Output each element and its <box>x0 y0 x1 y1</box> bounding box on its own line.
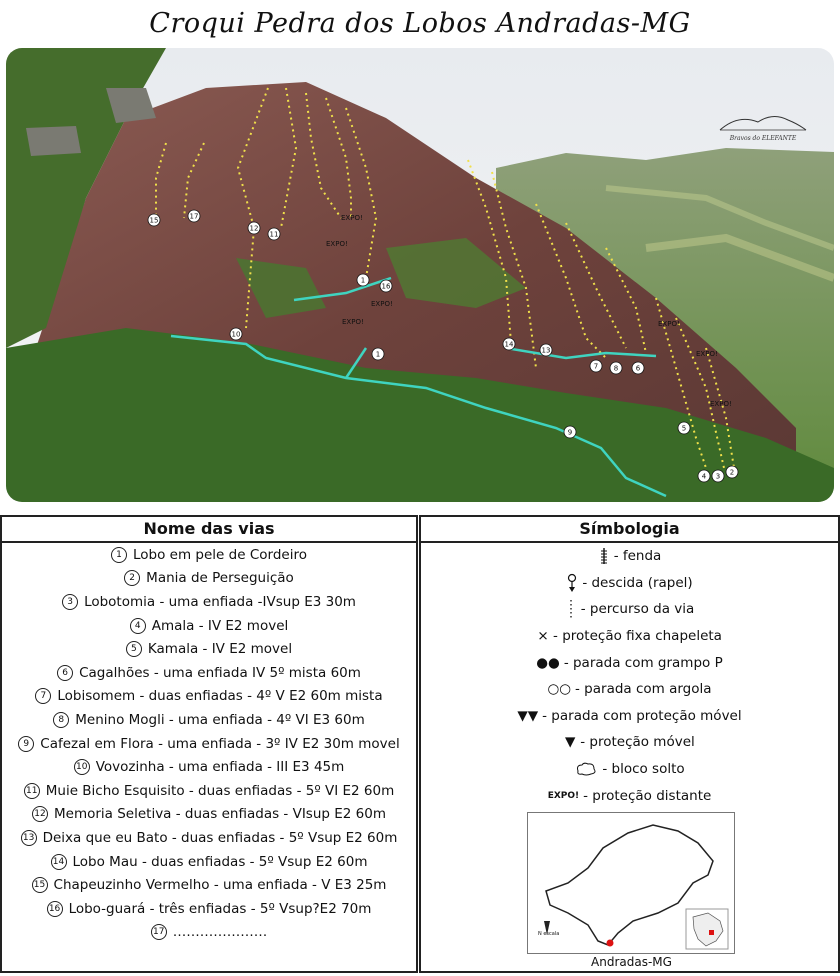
svg-text:4: 4 <box>701 472 707 481</box>
legend-item <box>421 543 838 570</box>
route-marker <box>230 328 242 340</box>
svg-text:10: 10 <box>231 330 241 339</box>
route-item <box>2 873 416 897</box>
route-item <box>2 708 416 732</box>
legend-panel <box>419 515 840 973</box>
svg-text:17: 17 <box>189 212 199 221</box>
svg-text:1: 1 <box>360 276 366 285</box>
svg-text:3: 3 <box>715 472 721 481</box>
legend-symbol: ○○ <box>547 681 572 698</box>
route-number-badge: 6 <box>57 665 73 681</box>
routes-list <box>2 543 416 944</box>
route-item <box>2 779 416 803</box>
crack-icon <box>598 547 610 565</box>
location-map <box>527 812 735 954</box>
route-marker <box>610 362 622 374</box>
route-item <box>2 590 416 614</box>
route-marker <box>372 348 384 360</box>
route-label: Deixa que eu Bato - duas enfiadas - 5º Vsup E2 60m <box>42 829 398 846</box>
route-marker <box>380 280 392 292</box>
svg-text:16: 16 <box>381 282 391 291</box>
route-item <box>2 850 416 874</box>
route-marker <box>248 222 260 234</box>
crag-illustration <box>6 48 834 502</box>
svg-text:EXPO!: EXPO! <box>341 214 363 222</box>
legend-symbol: ●● <box>536 654 560 671</box>
city-dot <box>607 940 614 947</box>
route-label: Menino Mogli - uma enfiada - 4º VI E3 60m <box>75 711 365 728</box>
route-item <box>2 661 416 685</box>
svg-text:EXPO!: EXPO! <box>326 240 348 248</box>
route-label: Muie Bicho Esquisito - duas enfiadas - 5º VI E2 60m <box>45 782 395 799</box>
route-number-badge: 3 <box>62 594 78 610</box>
page-title: Croqui Pedra dos Lobos Andradas-MG <box>149 8 691 39</box>
svg-text:7: 7 <box>593 362 599 371</box>
route-item <box>2 614 416 638</box>
route-number-badge: 11 <box>24 783 40 799</box>
route-label: Mania de Perseguição <box>146 570 294 587</box>
route-number-badge: 9 <box>18 736 34 752</box>
legend-label: - proteção distante <box>583 787 712 804</box>
legend-item <box>421 729 838 756</box>
route-marker <box>540 344 552 356</box>
route-label: Chapeuzinho Vermelho - uma enfiada - V E3 25m <box>53 877 387 894</box>
route-marker <box>632 362 644 374</box>
route-marker <box>148 214 160 226</box>
route-item <box>2 826 416 850</box>
routes-panel <box>0 515 418 973</box>
legend-label: - parada com grampo P <box>563 654 723 671</box>
route-item <box>2 567 416 591</box>
svg-text:EXPO!: EXPO! <box>658 320 680 328</box>
legend-label: - percurso da via <box>580 601 695 618</box>
route-number-badge: 4 <box>130 618 146 634</box>
legend-item <box>421 703 838 730</box>
route-marker <box>678 422 690 434</box>
route-label: Cagalhões - uma enfiada IV 5º mista 60m <box>79 664 361 681</box>
route-marker <box>357 274 369 286</box>
route-number-badge: 10 <box>74 759 90 775</box>
route-marker <box>698 470 710 482</box>
svg-text:12: 12 <box>249 224 259 233</box>
route-item <box>2 543 416 567</box>
route-item <box>2 897 416 921</box>
route-label: ………………… <box>172 924 268 941</box>
legend-item <box>421 596 838 623</box>
legend-symbol: EXPO! <box>547 790 580 801</box>
legend-item <box>421 649 838 676</box>
legend-symbol: ▼ <box>565 734 576 751</box>
svg-text:11: 11 <box>269 230 279 239</box>
legend-heading: Símbologia <box>421 517 838 543</box>
legend-item <box>421 676 838 703</box>
legend-item <box>421 756 838 783</box>
svg-text:6: 6 <box>635 364 641 373</box>
route-marker <box>503 338 515 350</box>
route-number-badge: 8 <box>53 712 69 728</box>
svg-text:9: 9 <box>567 428 573 437</box>
legend-label: - descida (rapel) <box>582 574 693 591</box>
legend-label: - proteção fixa chapeleta <box>553 628 722 645</box>
route-label: Lobo em pele de Cordeiro <box>133 546 307 563</box>
route-label: Amala - IV E2 movel <box>151 617 289 634</box>
route-marker <box>712 470 724 482</box>
route-label: Lobisomem - duas enfiadas - 4º V E2 60m mista <box>57 688 383 705</box>
legend-label: - bloco solto <box>602 761 685 778</box>
route-label: Lobo Mau - duas enfiadas - 5º Vsup E2 60m <box>72 853 368 870</box>
north-label: N escala <box>538 931 560 937</box>
route-item <box>2 732 416 756</box>
legend-label: - parada com argola <box>575 681 712 698</box>
legend-symbol: × <box>537 628 549 645</box>
legend-item <box>421 782 838 809</box>
svg-text:EXPO!: EXPO! <box>710 400 732 408</box>
svg-text:EXPO!: EXPO! <box>342 318 364 326</box>
loose-block-icon <box>574 761 598 777</box>
route-label: Vovozinha - uma enfiada - III E3 45m <box>95 759 345 776</box>
route-label: Cafezal em Flora - uma enfiada - 3º IV E2 30m movel <box>40 735 400 752</box>
route-marker <box>590 360 602 372</box>
svg-text:15: 15 <box>149 216 159 225</box>
brand-logo <box>718 108 808 144</box>
legend-label: - parada com proteção móvel <box>542 707 742 724</box>
route-marker <box>564 426 576 438</box>
route-number-badge: 5 <box>126 641 142 657</box>
route-number-badge: 1 <box>111 547 127 563</box>
legend-label: - fenda <box>613 548 662 565</box>
legend-item <box>421 570 838 597</box>
route-number-badge: 14 <box>51 854 67 870</box>
route-label: Memoria Seletiva - duas enfiadas - VIsup E2 60m <box>53 806 386 823</box>
route-item <box>2 685 416 709</box>
svg-text:Bravos do ELEFANTE: Bravos do ELEFANTE <box>729 135 797 142</box>
rappel-icon <box>566 573 578 593</box>
route-label: Lobo-guará - três enfiadas - 5º Vsup?E2 70m <box>68 900 372 917</box>
route-label: Kamala - IV E2 movel <box>147 641 293 658</box>
svg-text:EXPO!: EXPO! <box>696 350 718 358</box>
svg-text:EXPO!: EXPO! <box>371 300 393 308</box>
route-number-badge: 12 <box>32 806 48 822</box>
legend-item <box>421 623 838 650</box>
legend-label: - proteção móvel <box>580 734 695 751</box>
svg-text:2: 2 <box>729 468 735 477</box>
dotted-path-icon <box>565 599 577 619</box>
svg-text:13: 13 <box>541 346 551 355</box>
route-number-badge: 16 <box>47 901 63 917</box>
route-item <box>2 637 416 661</box>
route-number-badge: 2 <box>124 570 140 586</box>
crag-photo <box>6 48 834 502</box>
route-number-badge: 17 <box>151 924 167 940</box>
route-marker <box>726 466 738 478</box>
route-item <box>2 755 416 779</box>
route-number-badge: 13 <box>21 830 37 846</box>
legend-list <box>421 543 838 809</box>
route-item <box>2 803 416 827</box>
route-number-badge: 7 <box>35 688 51 704</box>
route-number-badge: 15 <box>32 877 48 893</box>
route-marker <box>268 228 280 240</box>
routes-heading: Nome das vias <box>2 517 416 543</box>
map-caption: Andradas-MG <box>591 955 672 969</box>
legend-symbol: ▼▼ <box>517 707 539 724</box>
route-marker <box>188 210 200 222</box>
svg-text:1: 1 <box>375 350 381 359</box>
svg-text:14: 14 <box>504 340 514 349</box>
svg-text:5: 5 <box>681 424 687 433</box>
route-label: Lobotomia - uma enfiada -IVsup E3 30m <box>84 593 356 610</box>
route-item <box>2 921 416 945</box>
svg-text:8: 8 <box>613 364 619 373</box>
